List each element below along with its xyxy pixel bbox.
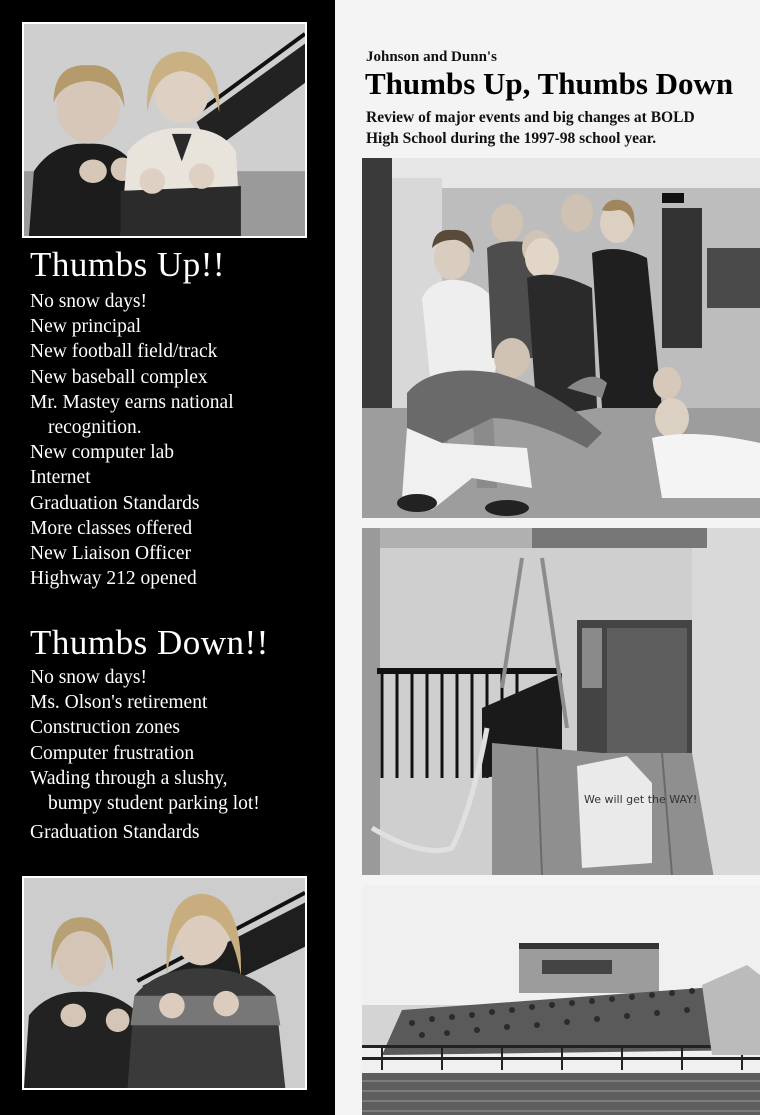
photo-stadium [362, 885, 760, 1115]
list-item: bumpy student parking lot! [48, 793, 260, 815]
list-item: New principal [30, 316, 142, 338]
list-item: No snow days! [30, 291, 147, 312]
subtitle-line: Review of major events and big changes at BOLD [366, 109, 695, 126]
list-item: Graduation Standards [30, 492, 200, 514]
subtitle-line: High School during the 1997-98 school year. [366, 130, 657, 147]
article-subtitle [366, 107, 760, 149]
thumbs-down-heading: Thumbs Down!! [30, 623, 269, 662]
list-item: New football field/track [30, 341, 218, 363]
photo-thumbs-up [22, 22, 307, 238]
list-item: New baseball complex [30, 366, 208, 388]
list-item: New computer lab [30, 442, 175, 464]
thumbs-down-list [30, 665, 260, 845]
photo-thumbs-down [22, 876, 307, 1090]
list-item: New Liaison Officer [30, 543, 191, 565]
list-item: Highway 212 opened [30, 568, 197, 590]
list-item: Computer frustration [30, 742, 195, 764]
thumbs-up-list [30, 289, 234, 591]
list-item: Construction zones [30, 717, 181, 739]
thumbs-up-heading: Thumbs Up!! [30, 245, 226, 284]
photo-student-group [362, 158, 760, 518]
list-item: Wading through a slushy, [30, 767, 228, 789]
article-byline: Johnson and Dunn's [366, 49, 497, 65]
list-item: More classes offered [30, 517, 193, 539]
list-item: Ms. Olson's retirement [30, 692, 208, 714]
list-item: recognition. [48, 417, 142, 439]
list-item: Internet [30, 467, 91, 489]
photo-construction-zone [362, 528, 760, 875]
list-item: Graduation Standards [30, 822, 200, 844]
article-title: Thumbs Up, Thumbs Down [365, 66, 734, 101]
sign-text: We will get the WAY! [584, 793, 698, 806]
list-item: Mr. Mastey earns national [30, 391, 234, 413]
list-item: No snow days! [30, 667, 147, 688]
